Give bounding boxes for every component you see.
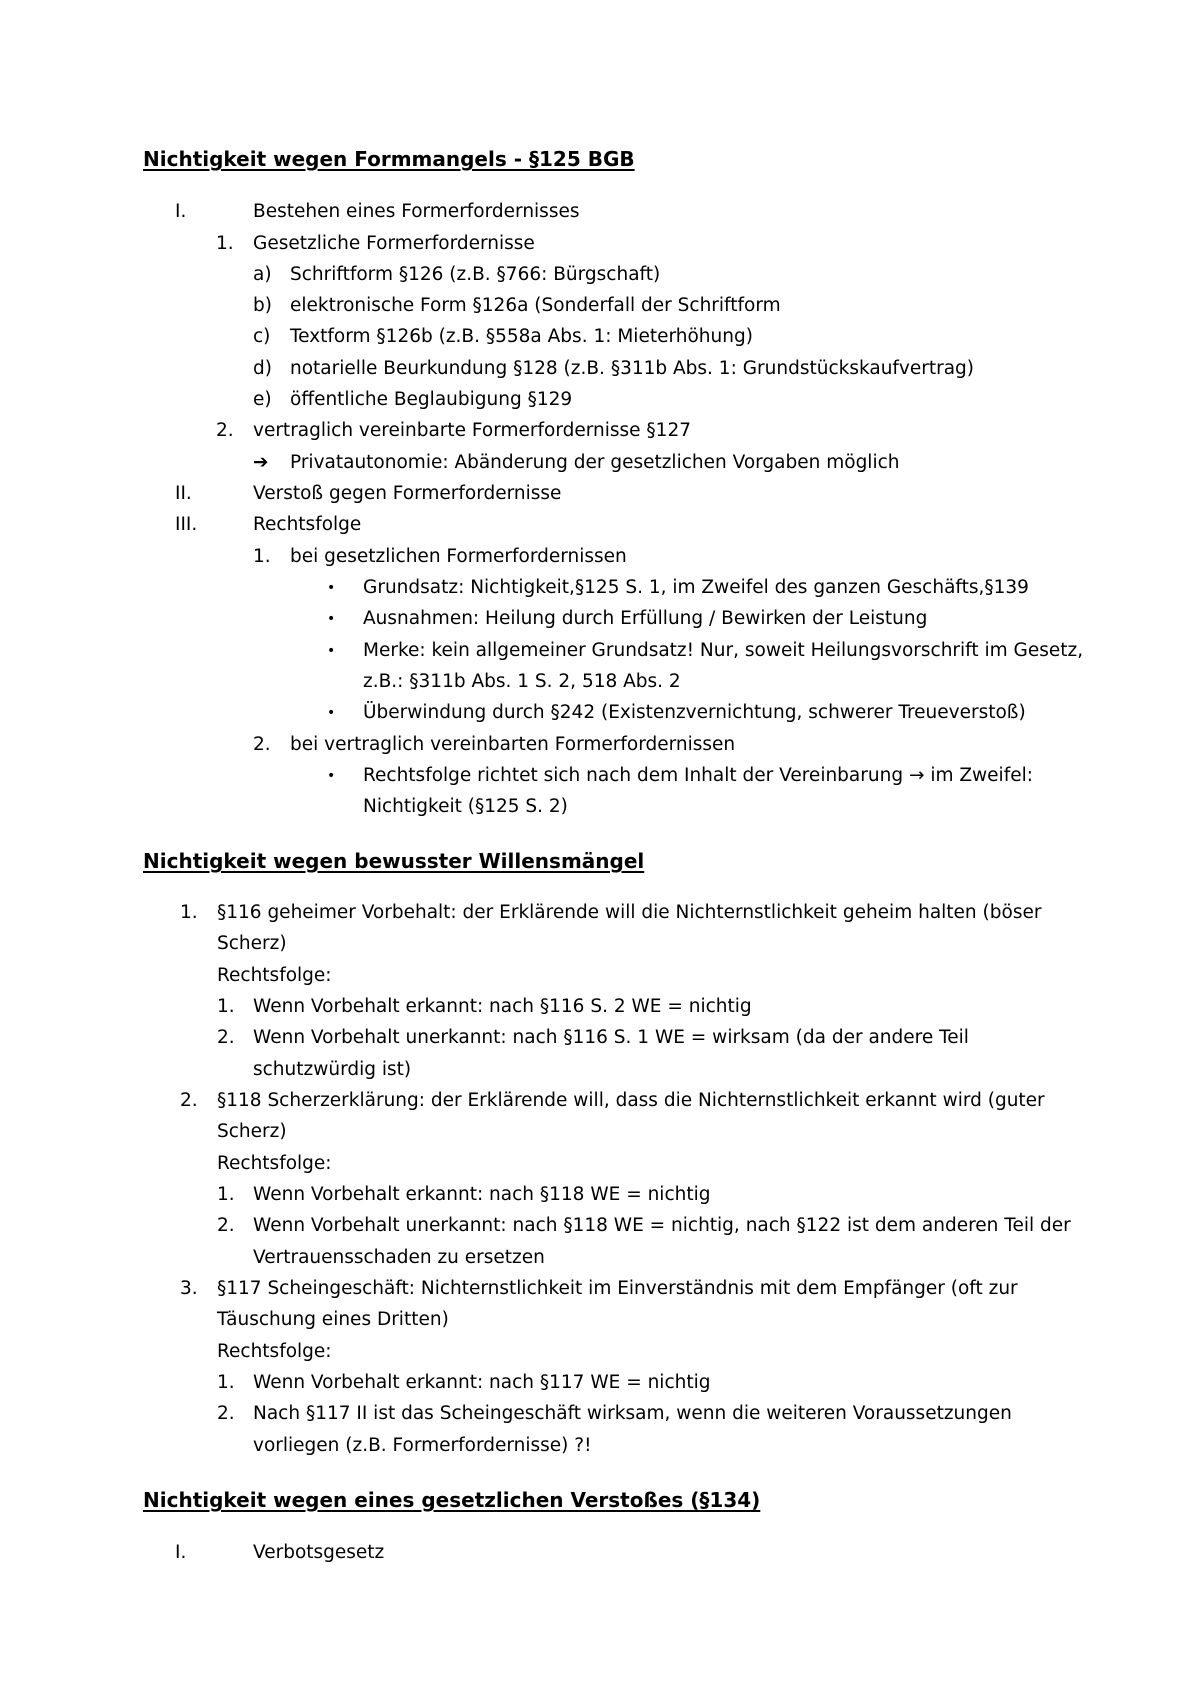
list-item: Schriftform §126 (z.B. §766: Bürgschaft) bbox=[290, 264, 661, 285]
list-item: Wenn Vorbehalt erkannt: nach §116 S. 2 WE = nichtig bbox=[253, 996, 752, 1017]
list-number: 1. bbox=[253, 546, 271, 567]
list-number: 2. bbox=[180, 1090, 198, 1111]
bullet-icon: • bbox=[327, 580, 336, 596]
list-item: öffentliche Beglaubigung §129 bbox=[290, 389, 573, 410]
list-number: 2. bbox=[217, 1027, 235, 1048]
list-item: bei vertraglich vereinbarten Formerfordernissen bbox=[290, 734, 736, 755]
list-item: z.B.: §311b Abs. 1 S. 2, 518 Abs. 2 bbox=[363, 671, 681, 692]
list-item: vorliegen (z.B. Formerfordernisse) ?! bbox=[253, 1435, 592, 1456]
list-number: 1. bbox=[217, 1372, 235, 1393]
rechtsfolge-label: Rechtsfolge: bbox=[217, 1341, 332, 1362]
list-item: Rechtsfolge bbox=[253, 514, 362, 535]
list-number: 1. bbox=[180, 902, 198, 923]
list-item: Wenn Vorbehalt erkannt: nach §118 WE = nichtig bbox=[253, 1184, 711, 1205]
roman-numeral: III. bbox=[175, 514, 198, 535]
list-item: Wenn Vorbehalt unerkannt: nach §116 S. 1 WE = wirksam (da der andere Teil bbox=[253, 1027, 969, 1048]
list-letter: e) bbox=[253, 389, 272, 410]
list-item: Wenn Vorbehalt erkannt: nach §117 WE = nichtig bbox=[253, 1372, 711, 1393]
list-item: Überwindung durch §242 (Existenzvernichtung, schwerer Treueverstoß) bbox=[363, 702, 1026, 723]
bullet-icon: • bbox=[327, 705, 336, 721]
list-item: Gesetzliche Formerfordernisse bbox=[253, 233, 535, 254]
list-item: Textform §126b (z.B. §558a Abs. 1: Mieterhöhung) bbox=[290, 326, 753, 347]
list-item: notarielle Beurkundung §128 (z.B. §311b Abs. 1: Grundstückskaufvertrag) bbox=[290, 358, 975, 379]
list-number: 2. bbox=[217, 1403, 235, 1424]
list-item: Merke: kein allgemeiner Grundsatz! Nur, soweit Heilungsvorschrift im Gesetz, bbox=[363, 640, 1084, 661]
bullet-icon: • bbox=[327, 611, 336, 627]
list-item: Scherz) bbox=[217, 933, 287, 954]
roman-numeral: II. bbox=[175, 483, 192, 504]
list-letter: c) bbox=[253, 326, 271, 347]
list-item: Rechtsfolge richtet sich nach dem Inhalt der Vereinbarung → im Zweifel: bbox=[363, 765, 1033, 786]
list-number: 2. bbox=[253, 734, 271, 755]
list-item: Wenn Vorbehalt unerkannt: nach §118 WE = nichtig, nach §122 ist dem anderen Teil der bbox=[253, 1215, 1071, 1236]
list-item: elektronische Form §126a (Sonderfall der Schriftform bbox=[290, 295, 781, 316]
list-item: Vertrauensschaden zu ersetzen bbox=[253, 1247, 545, 1268]
list-item: §116 geheimer Vorbehalt: der Erklärende will die Nichternstlichkeit geheim halten (böser bbox=[217, 902, 1042, 923]
list-item: Nichtigkeit (§125 S. 2) bbox=[363, 796, 568, 817]
section-heading-willensmaengel: Nichtigkeit wegen bewusster Willensmängel bbox=[143, 849, 645, 873]
rechtsfolge-label: Rechtsfolge: bbox=[217, 965, 332, 986]
roman-numeral: I. bbox=[175, 1542, 187, 1563]
arrow-icon: ➔ bbox=[253, 452, 269, 473]
list-item: Verstoß gegen Formerfordernisse bbox=[253, 483, 562, 504]
list-number: 2. bbox=[216, 420, 234, 441]
list-item: Grundsatz: Nichtigkeit,§125 S. 1, im Zweifel des ganzen Geschäfts,§139 bbox=[363, 577, 1029, 598]
list-item: Ausnahmen: Heilung durch Erfüllung / Bewirken der Leistung bbox=[363, 608, 928, 629]
list-item: §117 Scheingeschäft: Nichternstlichkeit im Einverständnis mit dem Empfänger (oft zur bbox=[217, 1278, 1018, 1299]
list-item: schutzwürdig ist) bbox=[253, 1059, 412, 1080]
list-item: Täuschung eines Dritten) bbox=[217, 1309, 449, 1330]
list-item: Privatautonomie: Abänderung der gesetzlichen Vorgaben möglich bbox=[290, 452, 900, 473]
section-heading-formmangel: Nichtigkeit wegen Formmangels - §125 BGB bbox=[143, 147, 635, 171]
list-letter: b) bbox=[253, 295, 272, 316]
list-item: vertraglich vereinbarte Formerfordernisse §127 bbox=[253, 420, 691, 441]
list-letter: a) bbox=[253, 264, 272, 285]
bullet-icon: • bbox=[327, 768, 336, 784]
list-number: 1. bbox=[216, 233, 234, 254]
roman-numeral: I. bbox=[175, 201, 187, 222]
list-item: Verbotsgesetz bbox=[253, 1542, 385, 1563]
list-number: 3. bbox=[180, 1278, 198, 1299]
list-item: bei gesetzlichen Formerfordernissen bbox=[290, 546, 627, 567]
list-item: Scherz) bbox=[217, 1121, 287, 1142]
list-letter: d) bbox=[253, 358, 272, 379]
bullet-icon: • bbox=[327, 643, 336, 659]
list-item: Bestehen eines Formerfordernisses bbox=[253, 201, 580, 222]
section-heading-gesetzlicher-verstoss: Nichtigkeit wegen eines gesetzlichen Verstoßes (§134) bbox=[143, 1488, 761, 1512]
list-number: 1. bbox=[217, 996, 235, 1017]
list-item: Nach §117 II ist das Scheingeschäft wirksam, wenn die weiteren Voraussetzungen bbox=[253, 1403, 1012, 1424]
list-number: 1. bbox=[217, 1184, 235, 1205]
list-item: §118 Scherzerklärung: der Erklärende will, dass die Nichternstlichkeit erkannt wird (guter bbox=[217, 1090, 1045, 1111]
rechtsfolge-label: Rechtsfolge: bbox=[217, 1153, 332, 1174]
list-number: 2. bbox=[217, 1215, 235, 1236]
